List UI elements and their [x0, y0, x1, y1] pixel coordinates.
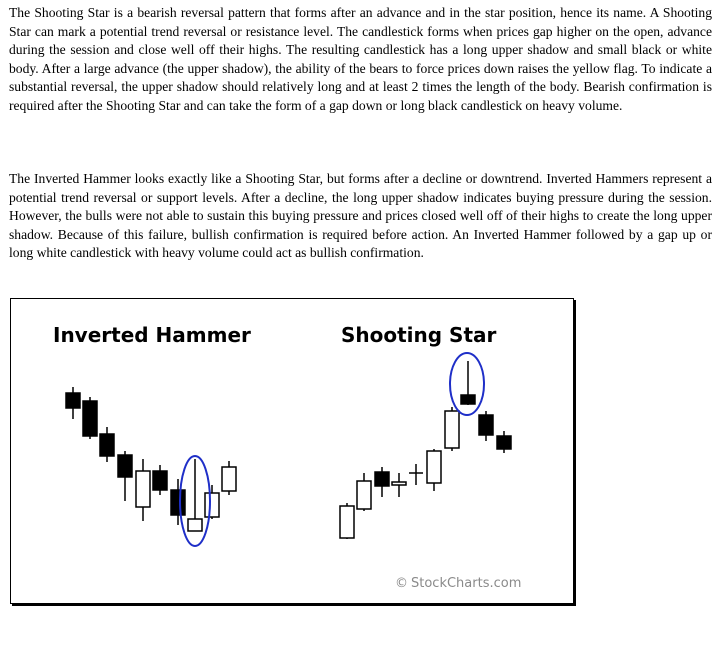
candle-bearish [66, 387, 80, 419]
watermark-copyright-symbol: © [395, 576, 408, 591]
shooting-star-paragraph: The Shooting Star is a bearish reversal pattern that forms after an advance and in the star position, hence its name. A Shooting Star can mark a potential trend reversal or resistance level. The candlestick forms when prices gap higher on the open, advance during the session and close well off their highs. The resulting candlestick has a long upper shadow and small black or white body. After a large advance (the upper shadow), the ability of the bears to force prices down raises the yellow flag. To indicate a substantial reversal, the upper shadow should relatively long and at least 2 times the length of the body. Bearish confirmation is required after the Shooting Star and can take the form of a gap down or long black candlestick on heavy volume. [9, 5, 712, 113]
candle-bearish [497, 431, 511, 453]
candle-bullish [340, 503, 354, 539]
candle-doji [392, 473, 406, 497]
shooting-star-pattern [340, 353, 511, 539]
shooting-star-title: Shooting Star [341, 323, 497, 347]
candlestick-figure [10, 298, 574, 604]
shooting-star-highlight-ellipse [450, 353, 484, 415]
candle-bearish [171, 479, 185, 525]
candle-bearish [153, 465, 167, 495]
candle-bullish [205, 485, 219, 519]
candle-bullish [357, 473, 371, 511]
candle-bearish [100, 427, 114, 462]
candlestick-diagram [11, 299, 573, 603]
candle-bullish [222, 461, 236, 495]
candle-bearish [479, 411, 493, 441]
candle-bearish [118, 451, 132, 501]
candle-bearish [83, 397, 97, 439]
inverted-hammer-pattern [66, 387, 236, 546]
shooting-star-candle [461, 361, 475, 405]
inverted-hammer-paragraph: The Inverted Hammer looks exactly like a Shooting Star, but forms after a decline or downtrend. Inverted Hammers represent a potential trend reversal or support levels. After a decline, the long upper shadow indicates buying pressure during the session. However, the bulls were not able to sustain this buying pressure and prices closed well off of their highs to create the long upper shadow. Because of this failure, bullish confirmation is required before action. An Inverted Hammer followed by a gap up or long white candlestick with heavy volume could act as bullish confirmation. [9, 171, 712, 260]
inverted-hammer-candle [188, 459, 202, 531]
candle-bullish [445, 407, 459, 451]
inverted-hammer-title: Inverted Hammer [53, 323, 251, 347]
candle-bullish [427, 449, 441, 491]
candle-bullish [136, 459, 150, 521]
candle-bearish [375, 467, 389, 497]
candle-doji [409, 464, 423, 485]
stockcharts-watermark: StockCharts.com [411, 576, 522, 591]
